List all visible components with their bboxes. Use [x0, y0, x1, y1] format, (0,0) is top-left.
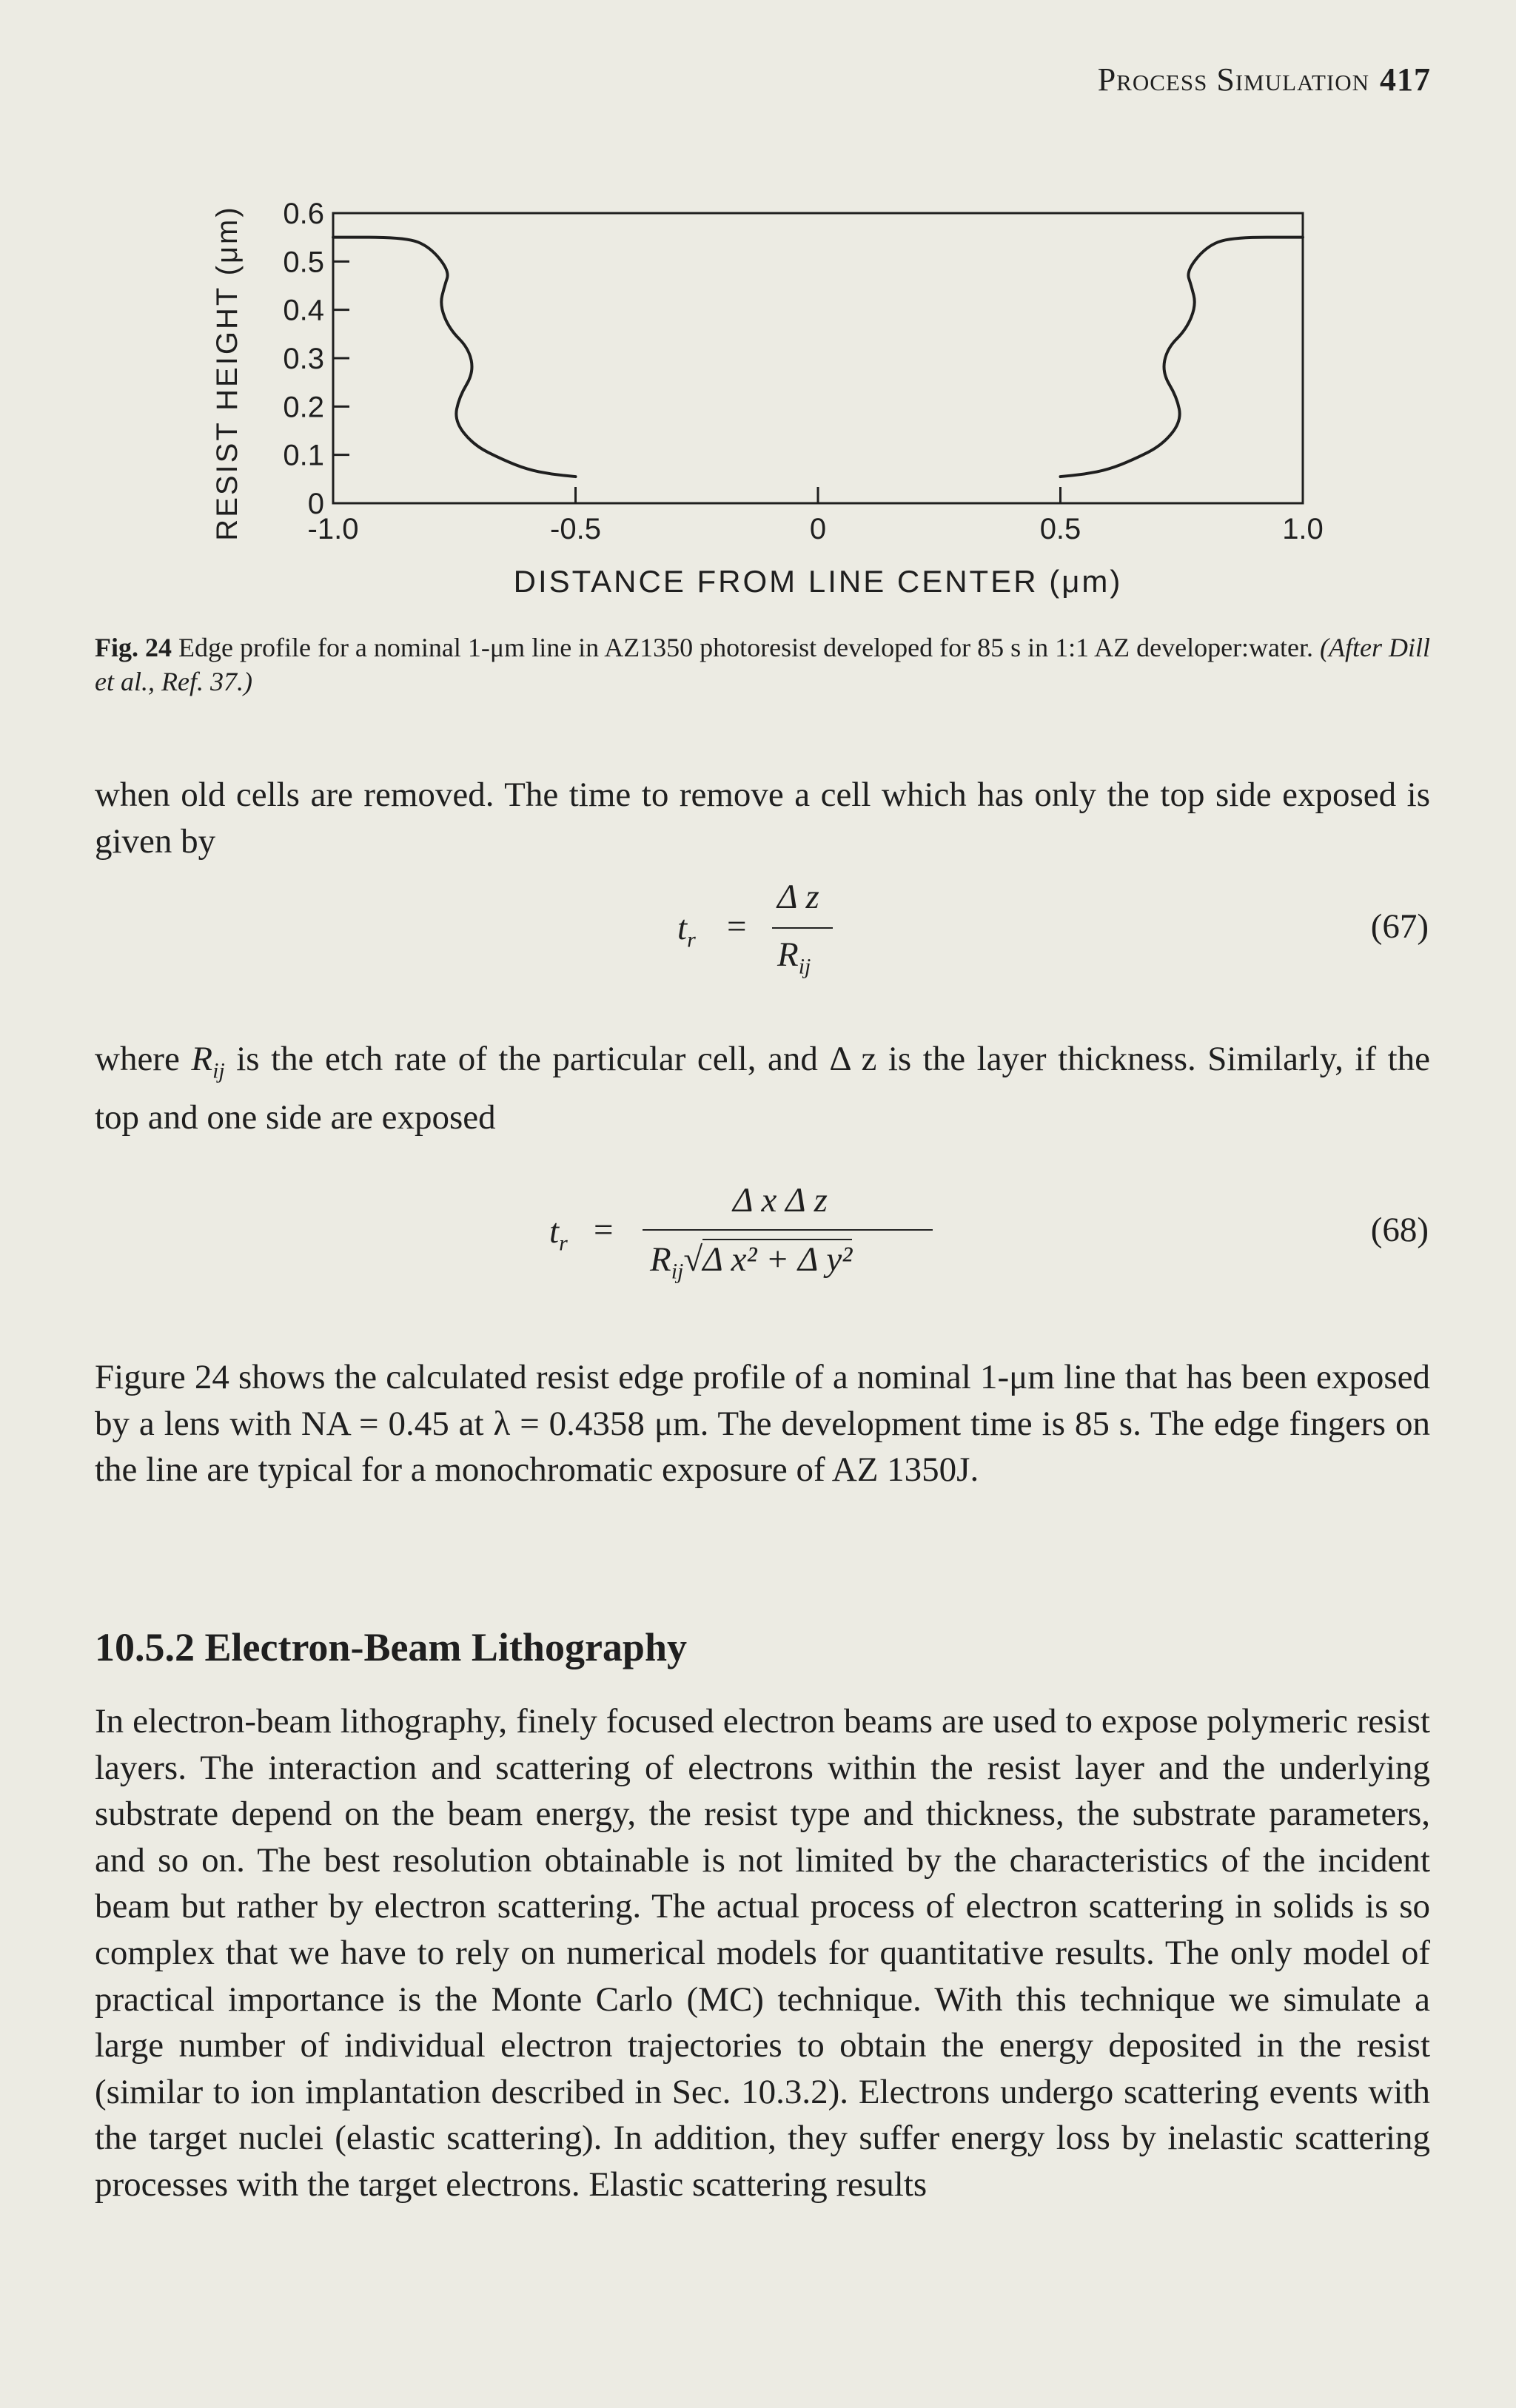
section-heading: 10.5.2 Electron-Beam Lithography: [95, 1625, 687, 1669]
eq68-numerator: Δ x Δ z: [733, 1181, 828, 1220]
equation-67: [674, 877, 1429, 995]
page-number: 417: [1380, 61, 1431, 98]
equation-68: [548, 1180, 1429, 1299]
eq68-lhs: $t_r$: [549, 1212, 568, 1256]
x-tick-label: 0.5: [1039, 513, 1081, 545]
y-tick-label: 0: [307, 488, 324, 520]
running-header: [1098, 61, 1431, 98]
eq67-fraction-bar: [772, 927, 833, 929]
eq67-number: (67): [1370, 907, 1429, 946]
x-tick-label: 1.0: [1282, 513, 1324, 545]
y-tick-label: 0.1: [283, 439, 324, 472]
plot-frame: [333, 213, 1303, 503]
paragraph-4: In electron-beam lithography, finely focused electron beams are used to expose polymeric resist layers. The interaction and scattering of electrons within the resist layer and the underlying substrate depend on the beam energy, the resist type and thickness, the substrate parameters, and so on. The best resolution obtainable is not limited by the characteristics of the incident beam but rather by electron scattering. The actual process of electron scattering in solids is so complex that we have to rely on numerical models for quantitative results. The only model of practical importance is the Monte Carlo (MC) technique. With this technique we simulate a large number of individual electron trajectories to obtain the energy deposited in the resist (similar to ion implantation described in Sec. 10.3.2). Electrons undergo scattering events with the target nuclei (elastic scattering). In addition, they suffer energy loss by inelastic scattering processes with the target electrons. Elastic scattering results: [95, 1702, 1430, 2204]
x-tick-label: -1.0: [307, 513, 359, 545]
caption-text: Edge profile for a nominal 1-μm line in AZ1350 photoresist developed for 85 s in 1:1 AZ developer:water.: [178, 633, 1314, 662]
eq67-lhs: $t_r$: [677, 909, 696, 952]
x-tick-label: 0: [809, 513, 827, 545]
right-edge-profile-line: [1061, 238, 1304, 477]
figure-caption: [95, 630, 1430, 699]
left-edge-profile-line: [333, 238, 576, 477]
paragraph-3: Figure 24 shows the calculated resist edge profile of a nominal 1-μm line that has been exposed by a lens with NA = 0.45 at λ = 0.4358 μm. The development time is 85 s. The edge fingers on the line are typical for a monochromatic exposure of AZ 1350J.: [95, 1358, 1430, 1490]
eq68-fraction-bar: [643, 1229, 933, 1231]
y-tick-label: 0.3: [283, 343, 324, 375]
paragraph-1: when old cells are removed. The time to remove a cell which has only the top side exposed is given by: [95, 776, 1430, 861]
x-tick-label: -0.5: [550, 513, 601, 545]
eq67-numerator: Δ z: [777, 878, 819, 916]
caption-source: (After Dill et al., Ref. 37.): [95, 633, 1431, 696]
caption-label: Fig. 24: [95, 633, 172, 662]
eq67-equals: =: [727, 907, 747, 946]
eq68-number: (68): [1370, 1211, 1429, 1249]
eq68-denominator: $R_{ij}√\Delta$ x² + Δ y²: [650, 1240, 853, 1284]
y-axis-label: RESIST HEIGHT (μm): [211, 205, 244, 541]
y-tick-label: 0.5: [283, 246, 324, 279]
edge-profile-chart: [207, 155, 1347, 599]
eq68-equals: =: [594, 1211, 614, 1249]
paragraph-2: where $R_{ij}$ is the etch rate of the particular cell, and Δ z is the layer thickness. Similarly, if the top and one side are exposed: [95, 1040, 1431, 1137]
eq67-denominator: $R_{ij}$: [777, 935, 811, 979]
running-title: Process Simulation: [1097, 61, 1369, 98]
x-axis-label: DISTANCE FROM LINE CENTER (μm): [513, 564, 1123, 599]
y-tick-label: 0.6: [283, 198, 324, 230]
y-tick-label: 0.2: [283, 391, 324, 424]
y-tick-label: 0.4: [283, 294, 324, 327]
